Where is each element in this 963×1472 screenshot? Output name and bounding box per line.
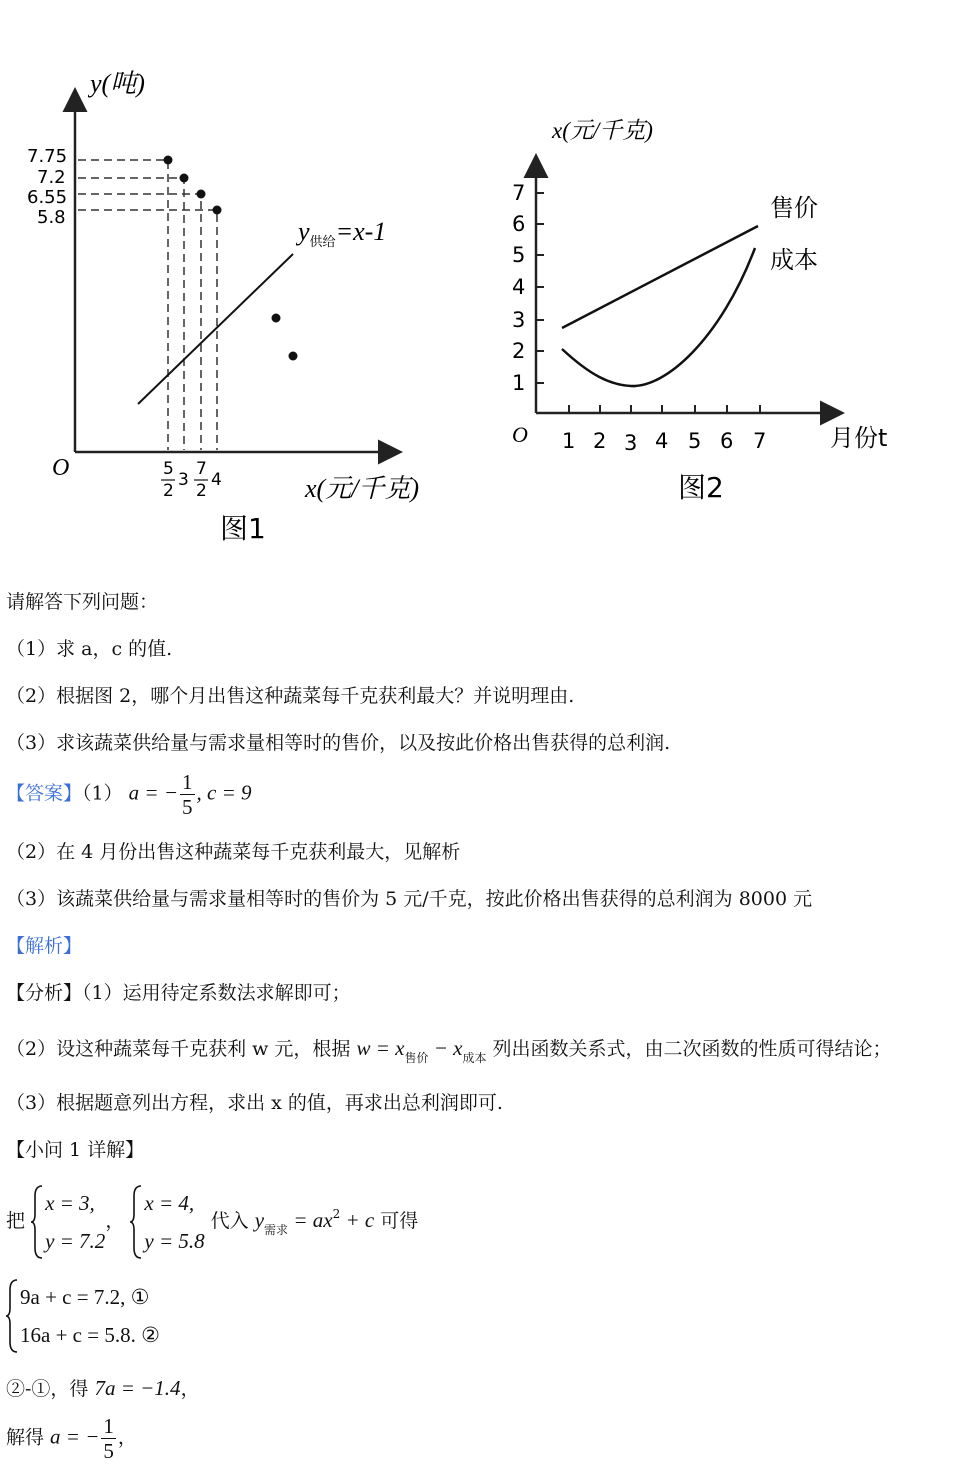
question-1: （1）求 a，c 的值. [6, 638, 173, 660]
fig2-x-tick-label: 4 [655, 429, 669, 453]
fenxi-2-sub2: 成本 [462, 1051, 487, 1065]
figure-1 [0, 0, 470, 560]
kede-text: 可得 [374, 1210, 419, 1232]
y-demand-rest: + c [340, 1208, 375, 1232]
fig2-price-line [562, 226, 758, 328]
fig1-origin: O [52, 455, 70, 481]
fenxi-2-text-b: 列出函数关系式，由二次函数的性质可得结论； [486, 1038, 892, 1060]
fig2-y-tick-label: 6 [512, 212, 526, 236]
fig2-x-tick-label: 6 [720, 429, 734, 453]
fig2-x-axis-label: 月份t [830, 424, 888, 452]
system-3: 9a + c = 7.2, ① 16a + c = 5.8. ② [6, 1278, 160, 1354]
fig1-y-axis-label: y(吨) [90, 69, 145, 98]
y-demand-sub: 需求 [264, 1223, 289, 1237]
fig1-point [272, 314, 281, 323]
question-2: （2）根据图 2，哪个月出售这种蔬菜每千克获利最大？并说明理由. [6, 685, 575, 707]
fig2-x-tick-label: 3 [624, 431, 638, 455]
detail-tag: 【小问 1 详解】 [6, 1139, 145, 1161]
system-2: x = 4, y = 5.8 [130, 1184, 204, 1260]
substitution-line [6, 1182, 418, 1261]
comma: ， [105, 1210, 125, 1232]
equation-system [6, 1277, 160, 1354]
dairu-text: 代入 [210, 1210, 255, 1232]
fig2-series-label-cost: 成本 [770, 246, 818, 274]
fenxi-2 [6, 1036, 892, 1063]
fig2-caption: 图2 [678, 471, 724, 504]
fenxi-3: （3）根据题意列出方程，求出 x 的值，再求出总利润即可. [6, 1092, 503, 1114]
answer-1-a: a = − [128, 780, 178, 805]
fig1-point [197, 190, 206, 199]
analysis-tag: 【解析】 [6, 935, 83, 957]
fig2-y-tick-label: 3 [512, 308, 526, 332]
intro-text: 请解答下列问题： [6, 591, 159, 613]
fig1-x-tick-label: 3 [178, 470, 189, 490]
fig1-point [289, 352, 298, 361]
fig1-point [180, 174, 189, 183]
svg-text:2: 2 [163, 481, 174, 501]
fig2-y-tick-label: 4 [512, 275, 526, 299]
fig2-y-axis-label: x(元/千克) [552, 118, 653, 143]
fig1-y-tick-label: 5.8 [37, 207, 66, 228]
fig2-x-tick-label: 1 [562, 429, 576, 453]
fig1-point [164, 156, 173, 165]
fig1-supply-line [138, 254, 293, 404]
answer-1-fraction: $\frac{1}{5}$ [182, 770, 193, 819]
fig1-x-axis-label: x(元/千克) [305, 474, 420, 503]
fig2-x-tick-label: 7 [753, 429, 767, 453]
system-1: x = 3, y = 7.2 [31, 1184, 105, 1260]
fenxi-2-w: w = x [356, 1036, 405, 1060]
y-demand: y [254, 1208, 265, 1232]
fig1-y-tick-label: 7.75 [27, 146, 68, 167]
fenxi-tag: 【分析】 [6, 982, 83, 1004]
fenxi-2-minus: − x [428, 1036, 463, 1060]
fig1-x-tick-label: 5 [163, 459, 174, 479]
fig1-y-tick-label: 7.2 [37, 167, 66, 188]
fig2-y-tick-label: 5 [512, 243, 526, 267]
fig1-x-tick-label: 4 [211, 470, 222, 490]
answer-3: （3）该蔬菜供给量与需求量相等时的售价为 5 元/千克，按此价格出售获得的总利润为 8000 元 [6, 888, 813, 910]
answer-tag: 【答案】 [6, 782, 83, 805]
answer-2: （2）在 4 月份出售这种蔬菜每千克获利最大，见解析 [6, 841, 461, 863]
answer-1-c: , c = 9 [196, 780, 252, 805]
solve-line: 解得 a = − $\frac{1}{5}$ ， [6, 1414, 137, 1463]
y-demand-eq: = ax [288, 1208, 333, 1232]
y-demand-sup: 2 [332, 1207, 341, 1221]
fig1-line-label: $y_{供给}=x-1$ [298, 217, 387, 249]
fig2-x-tick-label: 2 [593, 429, 607, 453]
fig2-y-tick-label: 2 [512, 339, 526, 363]
solve-a: a = − [50, 1424, 100, 1449]
solve-fraction: $\frac{1}{5}$ [103, 1414, 114, 1463]
fig2-cost-curve [562, 248, 755, 386]
fig2-y-tick-label: 7 [512, 181, 526, 205]
fig2-x-tick-label: 5 [688, 429, 702, 453]
fig1-x-tick-label: 7 [196, 459, 207, 479]
fig1-guide-lines [78, 160, 217, 450]
subtract-line: ②-①，得 7a = −1.4， [6, 1376, 200, 1400]
fenxi-2-sub1: 售价 [404, 1051, 429, 1065]
fig2-y-tick-label: 1 [512, 371, 526, 395]
fig1-caption: 图1 [220, 512, 266, 545]
subtract-equation: 7a = −1.4 [94, 1376, 181, 1400]
svg-text:2: 2 [196, 481, 207, 501]
fenxi-2-text-a: （2）设这种蔬菜每千克获利 w 元，根据 [6, 1038, 357, 1060]
figure-2 [490, 100, 888, 520]
question-3: （3）求该蔬菜供给量与需求量相等时的售价，以及按此价格出售获得的总利润. [6, 732, 671, 754]
fenxi-1-text: （1）运用待定系数法求解即可； [82, 982, 351, 1004]
fig2-series-label-price: 售价 [770, 194, 818, 222]
fenxi-1 [6, 981, 351, 1005]
answer-1 [6, 770, 252, 819]
fig2-origin: O [512, 422, 528, 447]
answer-1-prefix: （1） [82, 782, 123, 805]
fig1-point [213, 206, 222, 215]
fig1-y-tick-label: 6.55 [27, 187, 68, 208]
ba-text: 把 [6, 1210, 26, 1232]
